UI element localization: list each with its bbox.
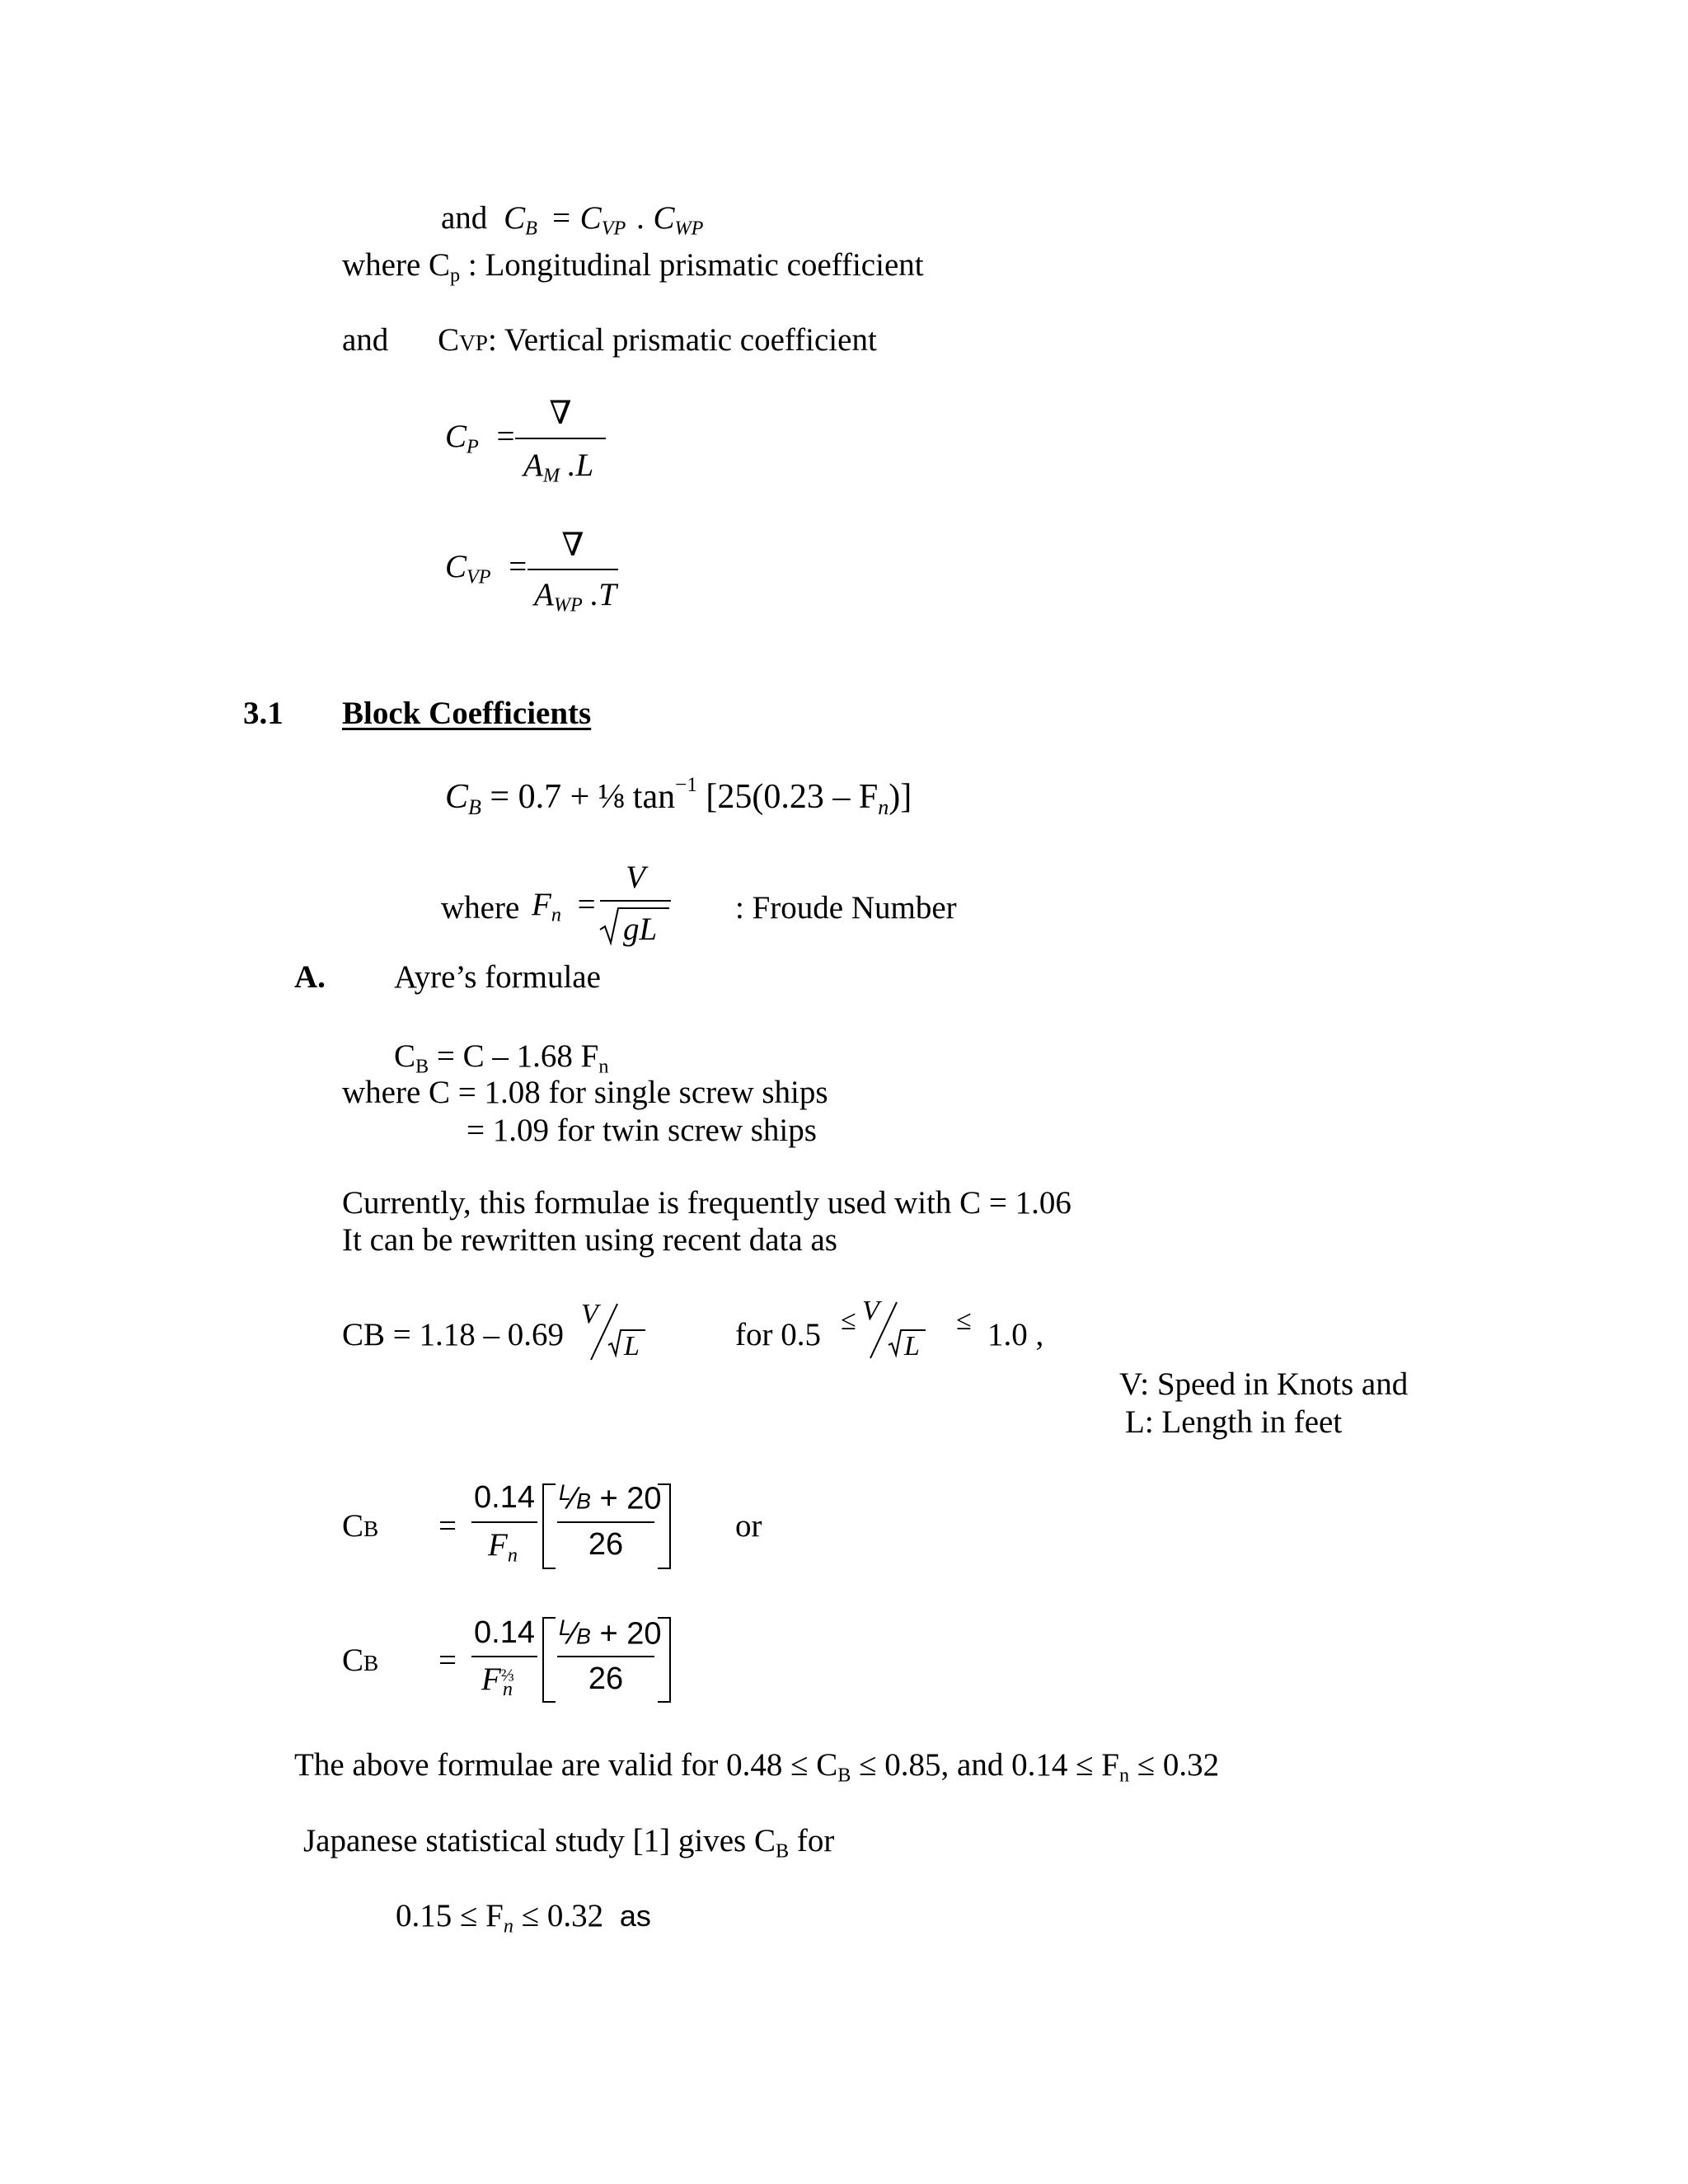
cp-den-rest: .L [567,448,594,483]
subsection-title: Ayre’s formulae [394,959,601,995]
cp-definition [342,249,924,285]
ayre-formula [394,1040,608,1076]
cb-formula2-or: or [735,1508,762,1544]
cb3-den-subscript: n [502,1678,513,1701]
cb3-den-superscript: ⅔ [500,1665,514,1685]
validity-cb-subscript: B [837,1764,851,1787]
cb-formula2-bar [471,1521,537,1523]
cvp-fraction-bar [528,569,618,570]
cb3-l-over: L [559,1615,571,1640]
cb-recent-upper: 1.0 , [987,1317,1044,1352]
froude-numerator: V [626,860,645,895]
cb3-lhs: C [342,1643,364,1678]
validity-fn-subscript: n [1118,1764,1130,1787]
cvp-label: C [438,322,460,358]
cb-main-fn-subscript: n [878,794,889,819]
units-note-speed: V: Speed in Knots and [1119,1366,1409,1402]
cvp-den-a: A [534,577,554,612]
cp-formula [445,420,515,457]
ayre-cb: C [394,1038,416,1074]
cb-formula3-bar [471,1656,537,1657]
validity-text-a: The above formulae are valid for 0.48 ≤ C [294,1747,838,1783]
cb-main-rhs-a: = 0.7 + ⅛ tan [490,778,676,817]
cb-subscript: B [525,217,537,240]
cwp-subscript: WP [674,217,704,240]
currently-text-1: Currently, this formulae is frequently used with C = 1.06 [342,1185,1071,1221]
cvp-equals: = [509,549,528,584]
cb2-plus-20: + 20 [590,1481,662,1516]
cb-formula2-bracket-den: 26 [588,1527,624,1562]
japanese-study [303,1825,834,1861]
ayre-twin-screw: = 1.09 for twin screw ships [467,1113,817,1148]
cvp-formula [445,551,527,587]
froude-denominator: gL [623,912,658,947]
cb-formula2-den [488,1529,518,1565]
cb-formula2-lhs [342,1510,378,1542]
cvp-definition [342,324,877,356]
cwp-symbol: . C [636,200,675,236]
range-text-b: ≤ 0.32 [513,1898,604,1933]
cb2-slash: ⁄ [570,1481,577,1516]
validity-text-c: ≤ 0.32 [1129,1747,1220,1783]
cvp-subscript: VP [601,217,626,240]
cb3-den-fn: F [481,1661,501,1697]
cp-equals: = [496,419,515,454]
fn-range [396,1900,651,1936]
tan-inverse-superscript: −1 [675,774,697,796]
cb-formula2-equals: = [438,1508,457,1544]
cb-recent-frac-num: V [581,1299,598,1329]
cb-symbol: C [504,200,526,236]
cb-recent-cond-num: V [862,1296,879,1326]
ayre-rhs: = C – 1.68 F [429,1038,599,1074]
froude-sqrt-sign [600,907,620,944]
cb-main-lhs: C [445,778,469,817]
cb-formula2-right-bracket [658,1483,671,1569]
section-title: Block Coefficients [342,696,592,731]
cp-lhs: C [445,419,467,454]
froude-fn: F [532,887,551,922]
cb-recent-sqrt-sign [608,1329,621,1357]
and-word: and [441,200,488,236]
cb2-den-fn: F [488,1527,508,1563]
and-word-2: and [342,322,389,358]
cb-formula3-bracket-bar [557,1656,654,1657]
cb-recent-le-1: ≤ [841,1305,856,1336]
cvp-den-rest: .T [590,577,617,612]
range-fn-subscript: n [503,1915,513,1938]
cb3-slash: ⁄ [570,1616,577,1652]
cp-denominator [523,449,593,485]
froude-lhs [532,888,596,925]
cb2-lhs-subscript: B [363,1516,379,1541]
cp-numerator: ∇ [549,396,572,431]
ayre-cb-subscript: B [415,1055,429,1078]
cb2-lhs: C [342,1508,364,1544]
range-as: as [619,1899,651,1933]
froude-fraction-bar [600,900,671,902]
cb-formula3-left-bracket [542,1617,556,1703]
cp-fraction-bar [515,438,606,439]
cb3-lhs-subscript: B [363,1651,379,1675]
cb-recent-lhs: CB = 1.18 – 0.69 [342,1317,565,1352]
range-text-a: 0.15 ≤ F [396,1898,504,1933]
froude-equals: = [577,887,596,922]
ayre-fn-subscript: n [598,1055,609,1078]
cvp-denominator [534,579,617,615]
cb-main-rhs-c: )] [889,778,912,817]
cb-main-formula [445,775,912,818]
units-note-length: L: Length in feet [1125,1404,1343,1440]
cb-formula2-bracket-bar [557,1521,654,1523]
currently-text-2: It can be rewritten using recent data as [342,1222,837,1258]
cvp-label-subscript: VP [459,330,488,355]
cvp-lhs: C [445,549,467,584]
froude-fn-subscript: n [551,903,561,926]
cb-recent-cond-den: L [904,1331,920,1361]
cb-recent-le-2: ≤ [956,1305,972,1336]
cb-formula2-left-bracket [542,1483,556,1569]
cvp-description: : Vertical prismatic coefficient [487,322,877,358]
froude-where: where [441,890,520,926]
cb-formula3-bracket-num [559,1617,661,1650]
cb3-plus-20: + 20 [590,1616,662,1652]
cb2-l-over: L [559,1480,571,1505]
japanese-text-a: Japanese statistical study [1] gives C [303,1823,776,1858]
cb-formula3-equals: = [438,1643,457,1678]
cb-formula3-bracket-den: 26 [588,1661,624,1696]
validity-text-b: ≤ 0.85, and 0.14 ≤ F [851,1747,1119,1783]
cb-recent-cond-sqrt-sign [889,1329,902,1357]
and-cb-equation [441,202,703,238]
japanese-text-b: for [789,1823,835,1858]
cp-den-subscript: M [542,464,560,487]
cb-main-lhs-subscript: B [468,794,481,819]
cp-subscript: p [450,264,461,287]
cb-formula2-bracket-num [559,1482,661,1515]
cvp-numerator: ∇ [561,527,584,563]
validity-statement [294,1749,1219,1785]
cb-recent-condition: for 0.5 [735,1317,821,1352]
cb-formula3-lhs [342,1644,378,1676]
where-cp-label: where C [342,247,451,283]
subsection-letter: A. [294,959,326,995]
froude-label: : Froude Number [735,890,957,926]
cb-main-rhs-b: [25(0.23 – F [696,778,879,817]
ayre-single-screw: where C = 1.08 for single screw ships [342,1075,828,1110]
cvp-symbol: = C [550,200,602,236]
cvp-den-subscript: WP [553,593,583,616]
cb3-b-under: B [576,1624,591,1649]
cp-den-a: A [523,448,543,483]
cb2-b-under: B [576,1488,591,1514]
cb-formula3-right-bracket [658,1617,671,1703]
cb-formula3-num: 0.14 [474,1615,535,1650]
cb-formula3-den [481,1663,513,1699]
section-number: 3.1 [243,696,284,731]
froude-sqrt-bar [618,907,669,909]
cb2-den-subscript: n [507,1544,518,1567]
japanese-cb-subscript: B [775,1840,790,1863]
cb-recent-frac-den: L [624,1331,640,1361]
cp-lhs-subscript: P [467,435,479,458]
cvp-lhs-subscript: VP [467,565,491,588]
cp-description: : Longitudinal prismatic coefficient [467,247,924,283]
cb-formula2-num: 0.14 [474,1480,535,1515]
